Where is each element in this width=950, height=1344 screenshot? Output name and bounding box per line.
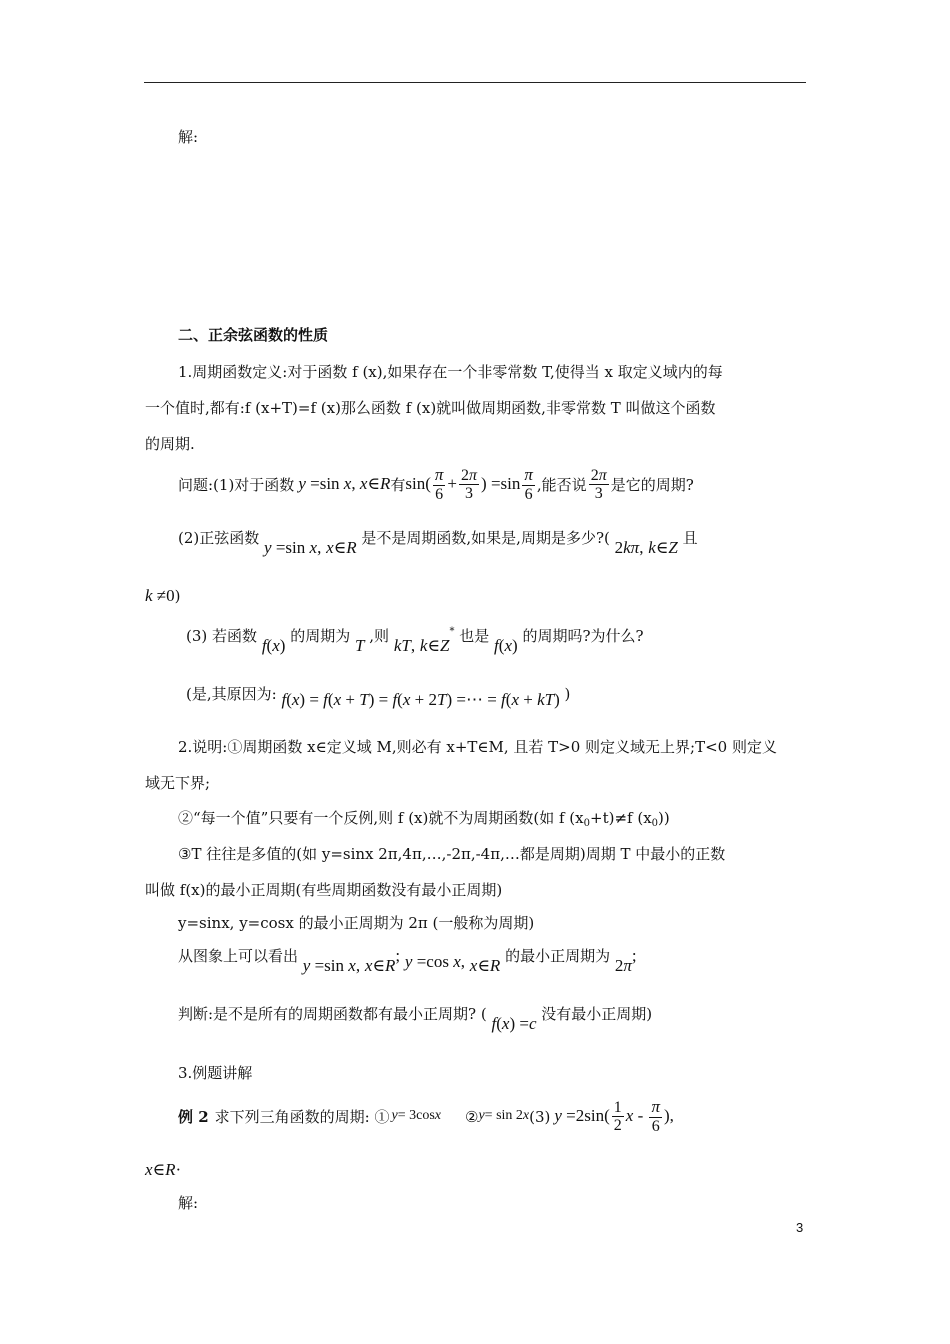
section-title: 二、正余弦函数的性质 (178, 326, 329, 344)
question-3-period: 的周期为 (290, 627, 351, 645)
question-1-you: 有 (390, 475, 406, 494)
question-3-then: ,则 (369, 627, 390, 645)
reason-text: (是,其原因为: (186, 685, 277, 703)
reason-line: (是,其原因为: f(x) = f(x + T) = f(x + 2T) =⋯ = f(x + kT) ) (186, 685, 571, 709)
definition-line-1: 1.周期函数定义:对于函数 f (x),如果存在一个非零常数 T,使得当 x 取定义域内的每 (178, 363, 723, 381)
example-2-item-2: ② (465, 1107, 479, 1126)
question-3-text: (3) 若函数 (186, 627, 258, 645)
question-1-end: 是它的周期? (610, 475, 694, 494)
example-2-domain: x∈R· (145, 1160, 182, 1179)
solution-label-2: 解: (178, 1194, 199, 1212)
definition-line-3: 的周期. (145, 435, 195, 453)
question-2-close: ) (174, 587, 181, 605)
graph-line: 从图象上可以看出 y =sin x, x∈R; y =cos x, x∈R 的最小正周期为 2π; (178, 946, 637, 975)
note-1-line-1: 2.说明:①周期函数 x∈定义域 M,则必有 x+T∈M, 且若 T>0 则定义域无上界;T<0 则定义 (178, 738, 777, 756)
note-2-end: )) (658, 809, 670, 827)
note-1-line-2: 域无下界; (145, 774, 211, 792)
graph-period: 的最小正周期为 (505, 947, 611, 965)
example-heading: 3.例题讲解 (178, 1064, 253, 1082)
question-3: (3) 若函数 f(x) 的周期为 T ,则 kT, k∈Z* 也是 f(x) 的周期吗?为什么? (186, 626, 644, 655)
judge-line: 判断:是不是所有的周期函数都有最小正周期? ( f(x) =c 没有最小正周期) (178, 1005, 653, 1033)
example-2-text: 求下列三角函数的周期: ① (214, 1107, 390, 1126)
example-2-label: 例 2 (178, 1107, 209, 1126)
question-1: 问题:(1)对于函数 y =sin x , x ∈ R 有 sin( $\frac{\pi}{6}$ + $\frac{2\pi}{3}$ ) =sin $\frac{\pi}{6}$ ,能否说 $\frac{2\pi}{3}$ 是它的周期? (178, 465, 694, 503)
solution-label-1: 解: (178, 128, 199, 146)
judge-end: 没有最小正周期) (541, 1005, 653, 1023)
reason-close: ) (564, 685, 571, 703)
graph-text: 从图象上可以看出 (178, 947, 299, 965)
example-2: 例 2 求下列三角函数的周期: ① y = 3cos x ② y = sin 2 x (3) y =2sin( $\frac{1}{2}$ x - $\frac{\pi}{6}$ ), (178, 1097, 674, 1135)
note-2-mid: +t)≠f (x (590, 809, 652, 827)
header-rule (144, 82, 806, 83)
example-2-item-3: (3) (529, 1107, 551, 1126)
question-2-text: (2)正弦函数 (178, 529, 260, 547)
note-3-line-3: y=sinx, y=cosx 的最小正周期为 2π (一般称为周期) (178, 914, 535, 932)
note-2: ②“每一个值”只要有一个反例,则 f (x)就不为周期函数(如 f $(x_0+t)\ne f$ $(x_0)$) (178, 809, 670, 829)
note-3-line-1: ③T 往往是多值的(如 y=sinx 2π,4π,…,-2π,-4π,…都是周期)周期 T 中最小的正数 (178, 845, 726, 863)
note-2-text: ②“每一个值”只要有一个反例,则 f (x)就不为周期函数(如 f (x (178, 809, 584, 827)
question-3-end: 的周期吗?为什么? (522, 627, 644, 645)
judge-text: 判断:是不是所有的周期函数都有最小正周期? ( (178, 1005, 487, 1023)
question-2-cont: k ≠0) (145, 586, 181, 605)
question-2-and: 且 (682, 529, 698, 547)
definition-line-2: 一个值时,都有:f (x+T)=f (x)那么函数 f (x)就叫做周期函数,非零常数 T 叫做这个函数 (145, 399, 716, 417)
note-3-line-2: 叫做 f(x)的最小正周期(有些周期函数没有最小正周期) (145, 881, 503, 899)
question-1-text: 问题:(1)对于函数 (178, 475, 295, 494)
question-1-ask: ,能否说 (536, 475, 587, 494)
question-2: (2)正弦函数 y =sin x, x∈R 是不是周期函数,如果是,周期是多少?( 2kπ, k∈Z 且 (178, 529, 698, 557)
question-2-ask: 是不是周期函数,如果是,周期是多少?( (361, 529, 610, 547)
page-number: 3 (796, 1220, 804, 1235)
question-3-also: 也是 (459, 627, 490, 645)
